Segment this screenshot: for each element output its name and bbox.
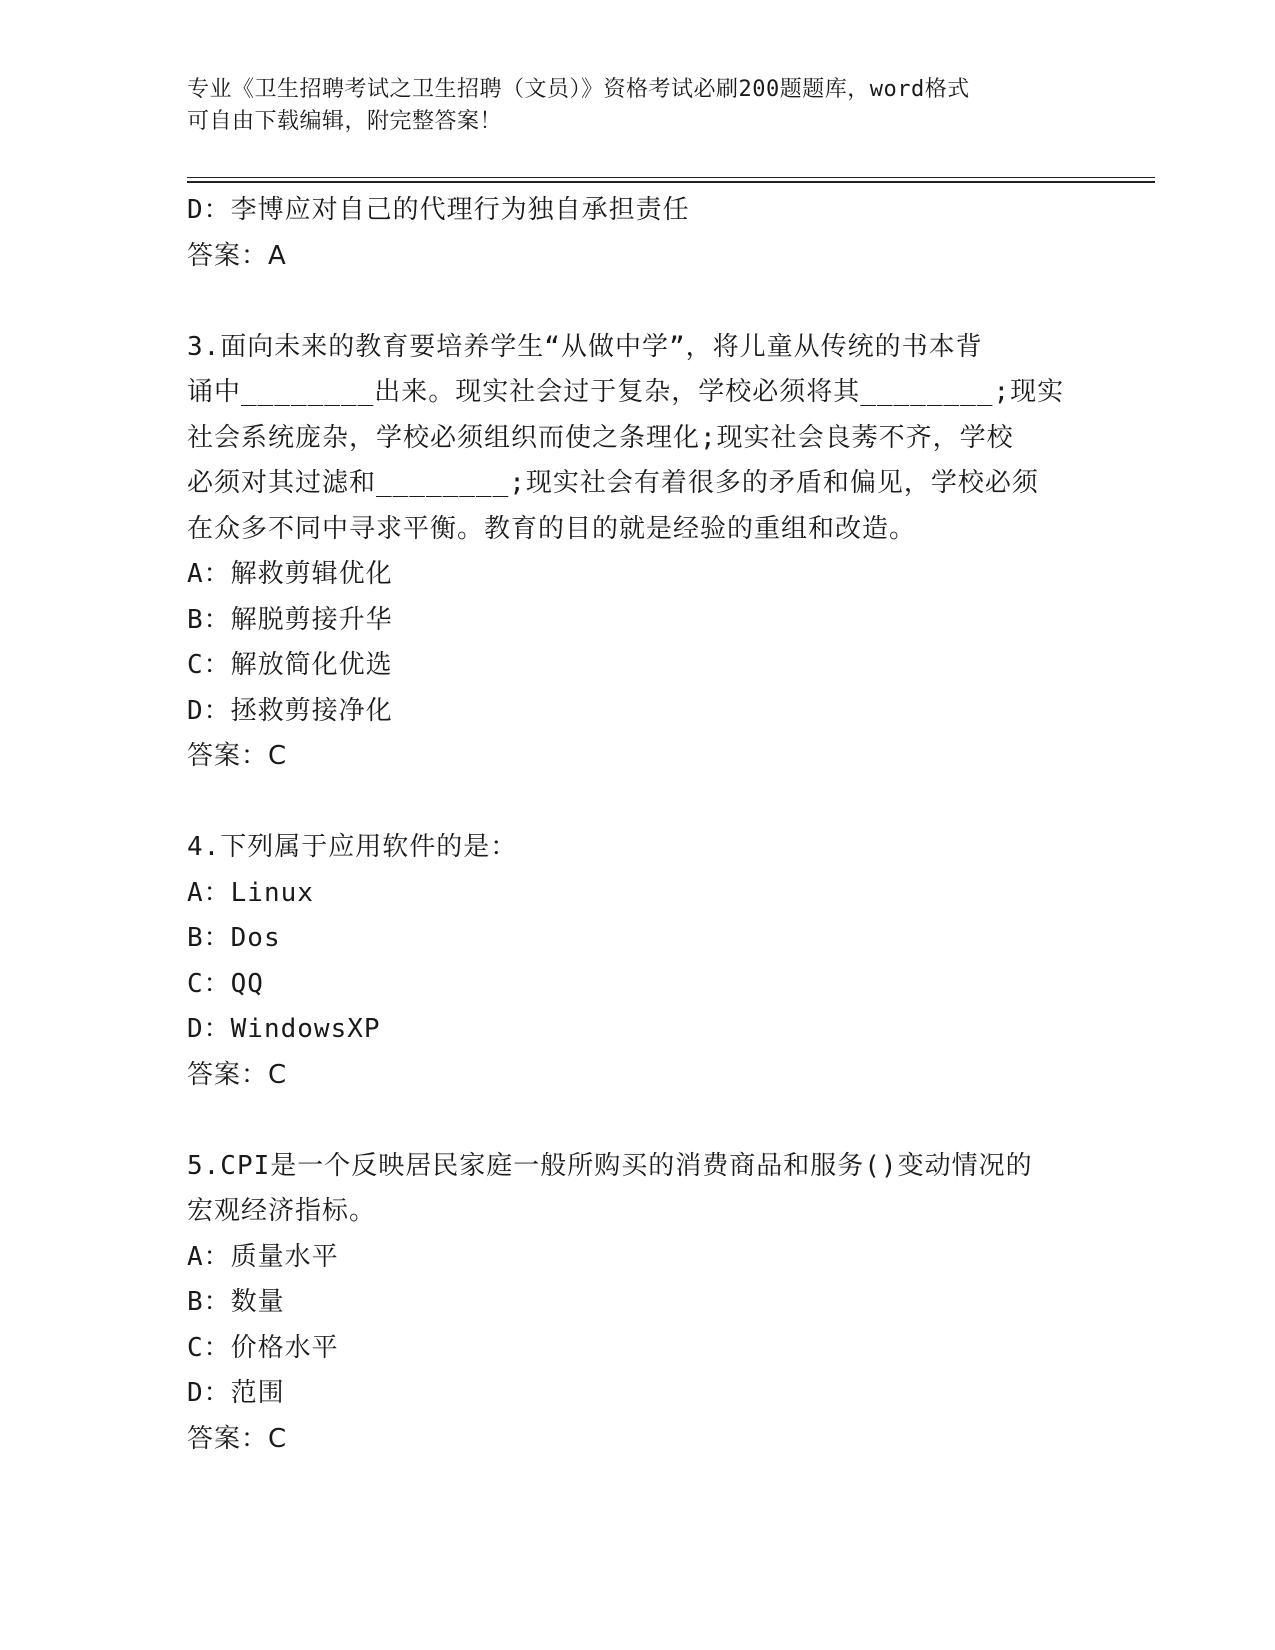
question-stem-line: 5.CPI是一个反映居民家庭一般所购买的消费商品和服务()变动情况的 [187, 1150, 1033, 1181]
answer-line: 答案：C [187, 1059, 288, 1090]
question-stem-line: 4.下列属于应用软件的是： [187, 832, 518, 862]
header-divider-thick [187, 181, 1155, 183]
header-divider-thin [187, 177, 1155, 178]
spacer [187, 279, 1087, 325]
option-c: C：价格水平 [187, 1332, 339, 1363]
page-header [187, 74, 1067, 138]
spacer [187, 1098, 1087, 1144]
answer-line: 答案：C [187, 1423, 288, 1454]
option-c: C：解放简化优选 [187, 650, 393, 680]
answer-line: 答案：C [187, 741, 288, 771]
option-b: B：数量 [187, 1287, 285, 1317]
question-stem-line: 在众多不同中寻求平衡。教育的目的就是经验的重组和改造。 [187, 513, 917, 544]
question-stem-line: 诵中________出来。现实社会过于复杂，学校必须将其________;现实 [187, 377, 1065, 407]
option-a: A：解救剪辑优化 [187, 559, 393, 589]
option-b: B：Dos [187, 923, 281, 953]
option-a: A：Linux [187, 877, 314, 908]
option-b: B：解脱剪接升华 [187, 604, 393, 635]
option-d: D：WindowsXP [187, 1014, 381, 1044]
question-stem-line: 3.面向未来的教育要培养学生“从做中学”，将儿童从传统的书本背 [187, 331, 983, 362]
option-c: C：QQ [187, 968, 264, 999]
option-d: D：拯救剪接净化 [187, 695, 393, 726]
spacer [187, 780, 1087, 826]
header-line-1: 专业《卫生招聘考试之卫生招聘（文员）》资格考试必刷200题题库，word格式 [187, 77, 970, 102]
question-stem-line: 社会系统庞杂，学校必须组织而使之条理化;现实社会良莠不齐，学校 [187, 422, 1014, 453]
question-stem-line: 必须对其过滤和________;现实社会有着很多的矛盾和偏见，学校必须 [187, 468, 1039, 498]
header-line-2: 可自由下载编辑，附完整答案！ [187, 109, 503, 134]
option-d: D：李博应对自己的代理行为独自承担责任 [187, 195, 690, 225]
question-3 [187, 325, 1087, 780]
question-4 [187, 825, 1087, 1098]
document-body [187, 188, 1087, 1462]
option-a: A：质量水平 [187, 1241, 339, 1272]
question-5 [187, 1144, 1087, 1463]
question-stem-line: 宏观经济指标。 [187, 1196, 377, 1226]
previous-question-tail [187, 188, 1087, 279]
option-d: D：范围 [187, 1378, 285, 1408]
answer-line: 答案：A [187, 240, 287, 271]
